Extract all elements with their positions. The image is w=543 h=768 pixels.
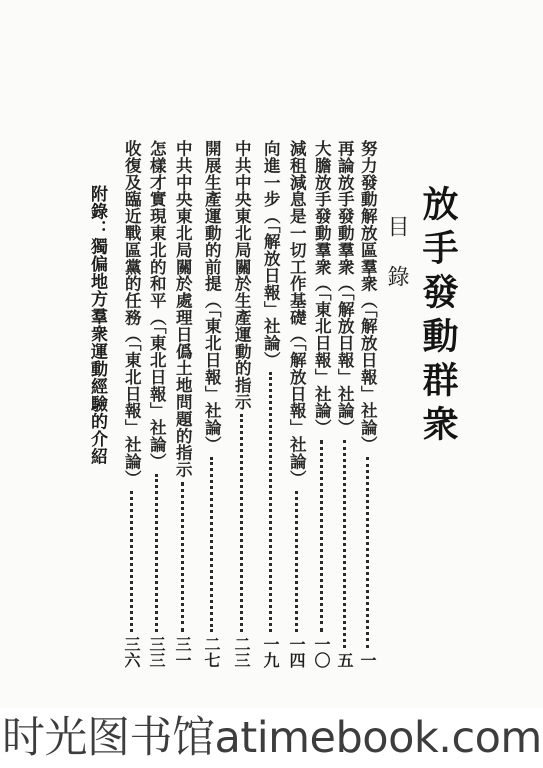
book-title: 放手發動群衆 [417, 185, 459, 449]
toc-entry-title: 開展生產運動的前提（「東北日報」社論） [202, 140, 222, 453]
toc-entry-title: 減租減息是一切工作基礎（「解放日報」社論） [287, 140, 307, 487]
toc-entry [171, 140, 193, 668]
toc-entry [310, 140, 332, 668]
toc-entry-page: 二三 [232, 636, 251, 668]
toc-entry-title: 努力發動解放區羣衆（「解放日報」社論） [358, 140, 378, 453]
toc-entry [120, 140, 142, 668]
toc-entry-title: 中共中央東北局關於生產運動的指示 [232, 140, 252, 411]
dotted-leader [240, 414, 243, 632]
dotted-leader [366, 457, 369, 648]
dotted-leader [155, 474, 158, 632]
toc-entry [333, 140, 355, 668]
toc-entry-page: 二七 [202, 636, 221, 668]
toc-entry-page: 五 [335, 652, 354, 668]
toc-entry-page: 三六 [122, 636, 141, 668]
dotted-leader [210, 457, 213, 632]
toc-entry-title: 怎樣才實現東北的和平（「東北日報」社論） [147, 140, 167, 470]
toc-heading: 目錄 [384, 215, 409, 315]
toc-entry-title: 大膽放手發動羣衆（「東北日報」社論） [312, 140, 332, 436]
toc-entry-title: 收復及臨近戰區黨的任務（「東北日報」社論） [122, 140, 142, 487]
toc-entry-title: 中共中央東北局關於處理日僞土地問題的指示 [173, 140, 193, 478]
toc-entry-page: 一 [358, 652, 377, 668]
dotted-leader [320, 440, 323, 632]
toc-entry [200, 140, 222, 668]
dotted-leader [130, 491, 133, 632]
dotted-leader [269, 372, 272, 632]
appendix-line: 附錄：獨偏地方羣衆運動經驗的介紹 [87, 185, 107, 465]
dotted-leader [181, 482, 184, 632]
toc-entry [145, 140, 167, 668]
toc-entry-title: 向進一步（「解放日報」社論） [261, 140, 281, 369]
toc-entry [356, 140, 378, 668]
dotted-leader [343, 440, 346, 648]
toc-entry-page: 一〇 [312, 636, 331, 668]
toc-entry [285, 140, 307, 668]
toc-entry [259, 140, 281, 668]
watermark-text: 时光图书馆atimebook.com [0, 708, 543, 768]
toc-entry-page: 一四 [287, 636, 306, 668]
toc-entry-page: 三三 [147, 636, 166, 668]
toc-entry-page: 三一 [173, 636, 192, 668]
toc-entry-page: 一九 [261, 636, 280, 668]
dotted-leader [295, 491, 298, 632]
toc-entry-title: 再論放手發動羣衆（「解放日報」社論） [335, 140, 355, 436]
toc-entry [230, 140, 252, 668]
